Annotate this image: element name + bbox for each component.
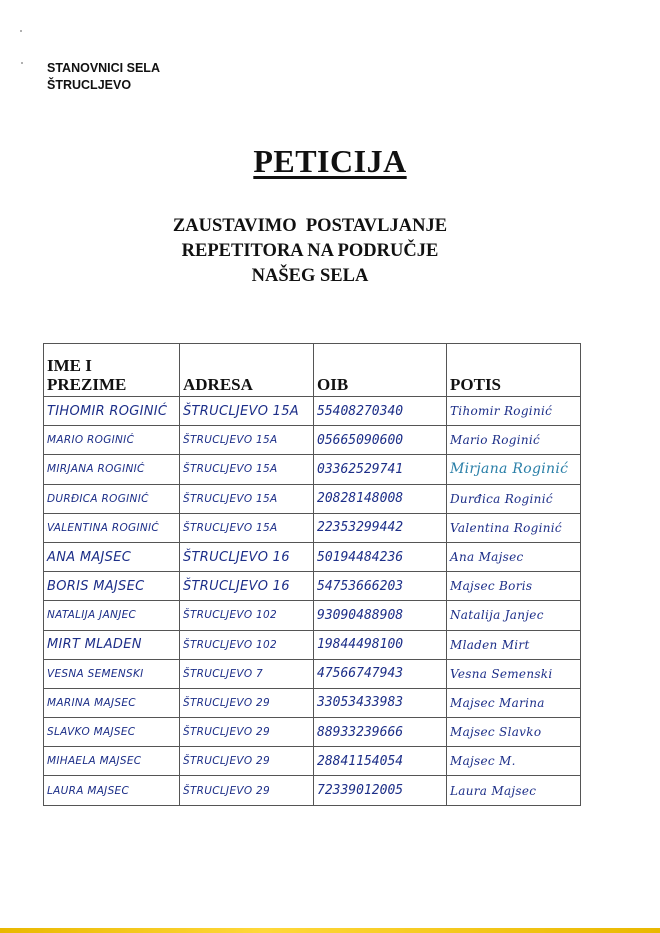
cell-name: NATALIJA JANJEC bbox=[44, 601, 180, 630]
cell-oib: 55408270340 bbox=[314, 397, 447, 426]
subtitle-line-3: NAŠEG SELA bbox=[251, 266, 369, 286]
table-row bbox=[44, 426, 581, 455]
cell-address: ŠTRUCLJEVO 102 bbox=[180, 630, 314, 659]
column-header-oib: OIB bbox=[314, 344, 447, 397]
cell-address: ŠTRUCLJEVO 102 bbox=[180, 601, 314, 630]
cell-signature: Tihomir Roginić bbox=[447, 397, 581, 426]
cell-name: MIHAELA MAJSEC bbox=[44, 747, 180, 776]
cell-address: ŠTRUCLJEVO 29 bbox=[180, 718, 314, 747]
table-row bbox=[44, 630, 581, 659]
table-row bbox=[44, 455, 581, 484]
cell-signature: Majsec Slavko bbox=[447, 718, 581, 747]
table-row bbox=[44, 747, 581, 776]
cell-name: LAURA MAJSEC bbox=[44, 776, 180, 805]
table-row bbox=[44, 659, 581, 688]
cell-oib: 88933239666 bbox=[314, 718, 447, 747]
scan-edge-strip bbox=[0, 928, 660, 933]
org-line-1: STANOVNICI SELA bbox=[47, 61, 160, 75]
cell-signature: Majsec M. bbox=[447, 747, 581, 776]
cell-address: ŠTRUCLJEVO 15A bbox=[180, 484, 314, 513]
cell-oib: 28841154054 bbox=[314, 747, 447, 776]
cell-oib: 20828148008 bbox=[314, 484, 447, 513]
cell-oib: 93090488908 bbox=[314, 601, 447, 630]
table-row bbox=[44, 484, 581, 513]
subtitle-line-1: ZAUSTAVIMO POSTAVLJANJE bbox=[172, 216, 448, 236]
cell-name: ANA MAJSEC bbox=[44, 542, 180, 571]
cell-address: ŠTRUCLJEVO 29 bbox=[180, 688, 314, 717]
cell-oib: 33053433983 bbox=[314, 688, 447, 717]
table-row bbox=[44, 397, 581, 426]
cell-signature: Valentina Roginić bbox=[447, 513, 581, 542]
cell-signature: Laura Majsec bbox=[447, 776, 581, 805]
cell-address: ŠTRUCLJEVO 15A bbox=[180, 455, 314, 484]
cell-signature: Vesna Semenski bbox=[447, 659, 581, 688]
cell-signature: Majsec Boris bbox=[447, 572, 581, 601]
cell-name: MIRT MLADEN bbox=[44, 630, 180, 659]
table-row bbox=[44, 601, 581, 630]
subtitle-line-2: REPETITORA NA PODRUČJE bbox=[181, 241, 439, 261]
cell-oib: 05665090600 bbox=[314, 426, 447, 455]
cell-signature: Mario Roginić bbox=[447, 426, 581, 455]
cell-signature: Natalija Janjec bbox=[447, 601, 581, 630]
table-row bbox=[44, 776, 581, 805]
column-header-name bbox=[44, 344, 180, 397]
cell-address: ŠTRUCLJEVO 7 bbox=[180, 659, 314, 688]
cell-name: SLAVKO MAJSEC bbox=[44, 718, 180, 747]
org-line-2: ŠTRUCLJEVO bbox=[47, 78, 132, 92]
header-name-line-2: PREZIME bbox=[47, 375, 127, 394]
cell-signature: Mladen Mirt bbox=[447, 630, 581, 659]
table-row bbox=[44, 688, 581, 717]
cell-name: MARIO ROGINIĆ bbox=[44, 426, 180, 455]
cell-address: ŠTRUCLJEVO 15A bbox=[180, 513, 314, 542]
cell-signature: Mirjana Roginić bbox=[447, 455, 581, 484]
signature-table bbox=[43, 343, 581, 806]
table-row bbox=[44, 513, 581, 542]
cell-name: BORIS MAJSEC bbox=[44, 572, 180, 601]
scan-speck bbox=[20, 30, 22, 32]
cell-oib: 47566747943 bbox=[314, 659, 447, 688]
page-title: PETICIJA bbox=[253, 143, 407, 179]
cell-name: TIHOMIR ROGINIĆ bbox=[44, 397, 180, 426]
scan-speck bbox=[21, 62, 23, 64]
table-row bbox=[44, 572, 581, 601]
column-header-signature: POTIS bbox=[447, 344, 581, 397]
column-header-address: ADRESA bbox=[180, 344, 314, 397]
cell-address: ŠTRUCLJEVO 15A bbox=[180, 426, 314, 455]
header-name-line-1: IME I bbox=[47, 356, 92, 375]
cell-address: ŠTRUCLJEVO 29 bbox=[180, 776, 314, 805]
cell-address: ŠTRUCLJEVO 16 bbox=[180, 542, 314, 571]
cell-signature: Majsec Marina bbox=[447, 688, 581, 717]
cell-name: MIRJANA ROGINIĆ bbox=[44, 455, 180, 484]
cell-name: DURĐICA ROGINIĆ bbox=[44, 484, 180, 513]
cell-address: ŠTRUCLJEVO 16 bbox=[180, 572, 314, 601]
table-row bbox=[44, 718, 581, 747]
page-title-wrap bbox=[0, 143, 660, 180]
cell-name: VALENTINA ROGINIĆ bbox=[44, 513, 180, 542]
cell-oib: 22353299442 bbox=[314, 513, 447, 542]
cell-name: VESNA SEMENSKI bbox=[44, 659, 180, 688]
cell-name: MARINA MAJSEC bbox=[44, 688, 180, 717]
petition-subtitle bbox=[0, 214, 620, 289]
cell-oib: 72339012005 bbox=[314, 776, 447, 805]
cell-signature: Ana Majsec bbox=[447, 542, 581, 571]
organization-header bbox=[47, 60, 160, 94]
cell-oib: 03362529741 bbox=[314, 455, 447, 484]
cell-signature: Durđica Roginić bbox=[447, 484, 581, 513]
cell-oib: 19844498100 bbox=[314, 630, 447, 659]
cell-oib: 50194484236 bbox=[314, 542, 447, 571]
cell-address: ŠTRUCLJEVO 15A bbox=[180, 397, 314, 426]
cell-oib: 54753666203 bbox=[314, 572, 447, 601]
cell-address: ŠTRUCLJEVO 29 bbox=[180, 747, 314, 776]
table-header-row bbox=[44, 344, 581, 397]
table-row bbox=[44, 542, 581, 571]
